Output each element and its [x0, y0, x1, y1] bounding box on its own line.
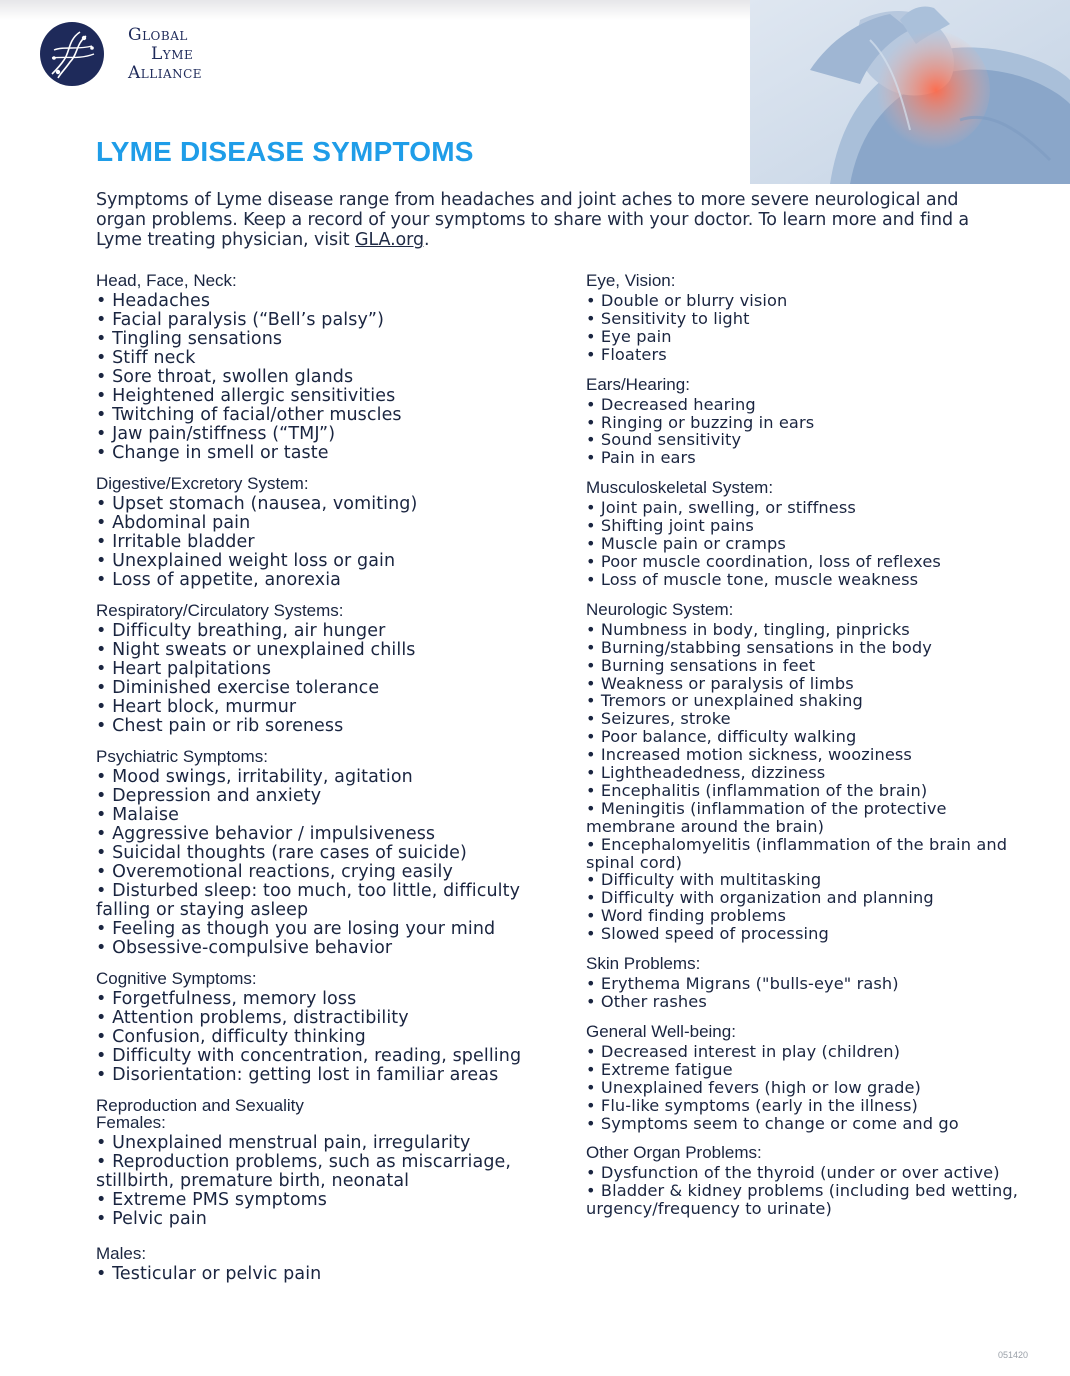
- gla-logo[interactable]: [40, 22, 220, 88]
- symptom-item: • Erythema Migrans ("bulls-eye" rash): [586, 975, 1036, 993]
- symptom-item: • Dysfunction of the thyroid (under or over active): [586, 1164, 1036, 1182]
- section-eye-vision: [586, 272, 1036, 364]
- section-title: Males:: [96, 1244, 147, 1263]
- symptom-item: • Encephalitis (inflammation of the brain): [586, 782, 1036, 800]
- section-title: Psychiatric Symptoms:: [96, 747, 268, 766]
- section-psychiatric: [96, 748, 556, 958]
- symptom-item: • Confusion, difficulty thinking: [96, 1028, 556, 1047]
- symptom-item: • Pelvic pain: [96, 1210, 556, 1229]
- symptom-list: [586, 292, 1036, 364]
- logo-line-1: Global: [128, 25, 188, 45]
- symptom-item: • Tremors or unexplained shaking: [586, 692, 1036, 710]
- symptom-item: • Aggressive behavior / impulsiveness: [96, 825, 556, 844]
- symptom-item: • Disorientation: getting lost in familiar areas: [96, 1066, 556, 1085]
- symptom-item: • Sore throat, swollen glands: [96, 368, 556, 387]
- symptom-item: • Facial paralysis (“Bell’s palsy”): [96, 311, 556, 330]
- symptom-item: • Headaches: [96, 292, 556, 311]
- symptom-item: • Night sweats or unexplained chills: [96, 641, 556, 660]
- symptom-list: [586, 1043, 1036, 1133]
- symptom-item: • Weakness or paralysis of limbs: [586, 675, 1036, 693]
- section-cognitive: [96, 970, 556, 1085]
- symptom-list: [96, 768, 556, 958]
- symptom-item: • Slowed speed of processing: [586, 925, 1036, 943]
- symptom-item: • Obsessive-compulsive behavior: [96, 939, 556, 958]
- symptom-item: • Extreme fatigue: [586, 1061, 1036, 1079]
- symptom-item: • Forgetfulness, memory loss: [96, 990, 556, 1009]
- section-reproduction: [96, 1097, 556, 1229]
- section-title: [96, 1097, 556, 1131]
- symptom-item: • Numbness in body, tingling, pinpricks: [586, 621, 1036, 639]
- symptom-item: • Poor balance, difficulty walking: [586, 728, 1036, 746]
- intro-text: Symptoms of Lyme disease range from headaches and joint aches to more severe neurological and organ problems. Keep a record of your symptoms to share with your doctor. To learn more and find a Lyme treating physician, visit: [96, 190, 970, 250]
- symptom-item: • Irritable bladder: [96, 533, 556, 552]
- symptom-item: • Pain in ears: [586, 449, 1036, 467]
- symptom-item: • Unexplained fevers (high or low grade): [586, 1079, 1036, 1097]
- symptom-item: • Eye pain: [586, 328, 1036, 346]
- symptom-item: • Poor muscle coordination, loss of reflexes: [586, 553, 1036, 571]
- section-subtitle: Females:: [96, 1113, 166, 1132]
- section-musculoskeletal: [586, 479, 1036, 589]
- symptom-list: [586, 621, 1036, 943]
- symptom-item: • Tingling sensations: [96, 330, 556, 349]
- symptom-item: • Jaw pain/stiffness (“TMJ”): [96, 425, 556, 444]
- section-title: General Well-being:: [586, 1021, 736, 1041]
- symptom-list: [586, 1164, 1036, 1218]
- symptom-item: • Increased motion sickness, wooziness: [586, 746, 1036, 764]
- symptom-item: • Shifting joint pains: [586, 517, 1036, 535]
- symptom-item: • Ringing or buzzing in ears: [586, 414, 1036, 432]
- section-title: Skin Problems:: [586, 954, 701, 974]
- symptom-item: • Word finding problems: [586, 907, 1036, 925]
- symptom-item: • Disturbed sleep: too much, too little, difficulty falling or staying asleep: [96, 882, 556, 920]
- symptom-item: • Unexplained weight loss or gain: [96, 552, 556, 571]
- symptom-list: [96, 1134, 556, 1229]
- symptom-item: • Muscle pain or cramps: [586, 535, 1036, 553]
- symptom-list: [586, 975, 1036, 1011]
- symptom-item: • Feeling as though you are losing your mind: [96, 920, 556, 939]
- gla-logo-icon: [40, 22, 104, 86]
- symptom-list: [96, 292, 556, 463]
- symptom-item: • Bladder & kidney problems (including bed wetting, urgency/frequency to urinate): [586, 1182, 1036, 1218]
- symptom-item: • Loss of appetite, anorexia: [96, 571, 556, 590]
- symptom-item: • Overemotional reactions, crying easily: [96, 863, 556, 882]
- symptom-item: • Difficulty with concentration, reading, spelling: [96, 1047, 556, 1066]
- symptom-item: • Floaters: [586, 346, 1036, 364]
- symptom-list: [96, 990, 556, 1085]
- section-males: [96, 1245, 556, 1284]
- symptom-item: • Other rashes: [586, 993, 1036, 1011]
- symptom-item: • Reproduction problems, such as miscarriage, stillbirth, premature birth, neonatal: [96, 1153, 556, 1191]
- knee-pain-image: [750, 0, 1070, 184]
- section-ears-hearing: [586, 376, 1036, 468]
- symptom-item: • Abdominal pain: [96, 514, 556, 533]
- symptom-item: • Malaise: [96, 806, 556, 825]
- section-title: Musculoskeletal System:: [586, 478, 774, 498]
- section-title-main: Reproduction and Sexuality: [96, 1096, 304, 1115]
- page-title: LYME DISEASE SYMPTOMS: [96, 136, 474, 167]
- symptom-item: • Difficulty breathing, air hunger: [96, 622, 556, 641]
- section-general-wellbeing: [586, 1023, 1036, 1133]
- symptom-item: • Twitching of facial/other muscles: [96, 406, 556, 425]
- section-digestive: [96, 475, 556, 590]
- symptom-item: • Joint pain, swelling, or stiffness: [586, 499, 1036, 517]
- symptom-item: • Symptoms seem to change or come and go: [586, 1115, 1036, 1133]
- symptom-item: • Meningitis (inflammation of the protective membrane around the brain): [586, 800, 1036, 836]
- symptom-list: [96, 495, 556, 590]
- symptom-item: • Unexplained menstrual pain, irregularity: [96, 1134, 556, 1153]
- symptom-item: • Decreased interest in play (children): [586, 1043, 1036, 1061]
- logo-wordmark: [128, 26, 202, 83]
- symptom-item: • Suicidal thoughts (rare cases of suicide): [96, 844, 556, 863]
- symptom-item: • Diminished exercise tolerance: [96, 679, 556, 698]
- symptom-item: • Lightheadedness, dizziness: [586, 764, 1036, 782]
- section-title: Neurologic System:: [586, 599, 734, 619]
- symptom-list: [96, 622, 556, 736]
- symptom-item: • Upset stomach (nausea, vomiting): [96, 495, 556, 514]
- section-title: Eye, Vision:: [586, 271, 676, 290]
- section-skin: [586, 955, 1036, 1011]
- symptom-item: • Depression and anxiety: [96, 787, 556, 806]
- symptom-item: • Chest pain or rib soreness: [96, 717, 556, 736]
- symptom-item: • Heart block, murmur: [96, 698, 556, 717]
- left-column: [96, 272, 556, 1296]
- right-column: [586, 272, 1036, 1230]
- symptom-item: • Difficulty with multitasking: [586, 871, 1036, 889]
- section-neurologic: [586, 601, 1036, 943]
- symptom-item: • Loss of muscle tone, muscle weakness: [586, 571, 1036, 589]
- section-title: Other Organ Problems:: [586, 1143, 762, 1163]
- symptom-item: • Difficulty with organization and planning: [586, 889, 1036, 907]
- section-respiratory: [96, 602, 556, 736]
- section-other-organ: [586, 1144, 1036, 1218]
- symptom-item: • Sound sensitivity: [586, 431, 1036, 449]
- logo-line-3: Alliance: [128, 63, 203, 83]
- symptom-item: • Decreased hearing: [586, 396, 1036, 414]
- symptom-item: • Burning/stabbing sensations in the body: [586, 639, 1036, 657]
- symptom-item: • Sensitivity to light: [586, 310, 1036, 328]
- symptom-item: • Flu-like symptoms (early in the illness): [586, 1097, 1036, 1115]
- symptom-item: • Attention problems, distractibility: [96, 1009, 556, 1028]
- gla-link[interactable]: GLA.org: [355, 230, 424, 250]
- symptom-item: • Encephalomyelitis (inflammation of the brain and spinal cord): [586, 836, 1036, 872]
- document-code: 051420: [998, 1350, 1029, 1360]
- symptom-item: • Change in smell or taste: [96, 444, 556, 463]
- intro-end: .: [423, 230, 430, 250]
- section-title: Respiratory/Circulatory Systems:: [96, 601, 344, 620]
- symptom-item: • Extreme PMS symptoms: [96, 1191, 556, 1210]
- symptom-list: [586, 499, 1036, 589]
- symptom-list: [586, 396, 1036, 468]
- section-title: Cognitive Symptoms:: [96, 969, 257, 988]
- symptom-item: • Double or blurry vision: [586, 292, 1036, 310]
- symptom-item: • Testicular or pelvic pain: [96, 1265, 556, 1284]
- symptom-item: • Burning sensations in feet: [586, 657, 1036, 675]
- section-title: Head, Face, Neck:: [96, 271, 237, 290]
- section-title: Digestive/Excretory System:: [96, 474, 309, 493]
- logo-line-2: Lyme: [151, 44, 194, 64]
- intro-paragraph: [96, 190, 996, 250]
- section-head-face-neck: [96, 272, 556, 463]
- symptom-item: • Heightened allergic sensitivities: [96, 387, 556, 406]
- symptom-item: • Seizures, stroke: [586, 710, 1036, 728]
- symptom-item: • Mood swings, irritability, agitation: [96, 768, 556, 787]
- symptom-item: • Stiff neck: [96, 349, 556, 368]
- section-title: Ears/Hearing:: [586, 374, 690, 394]
- symptom-item: • Heart palpitations: [96, 660, 556, 679]
- symptom-list: [96, 1265, 556, 1284]
